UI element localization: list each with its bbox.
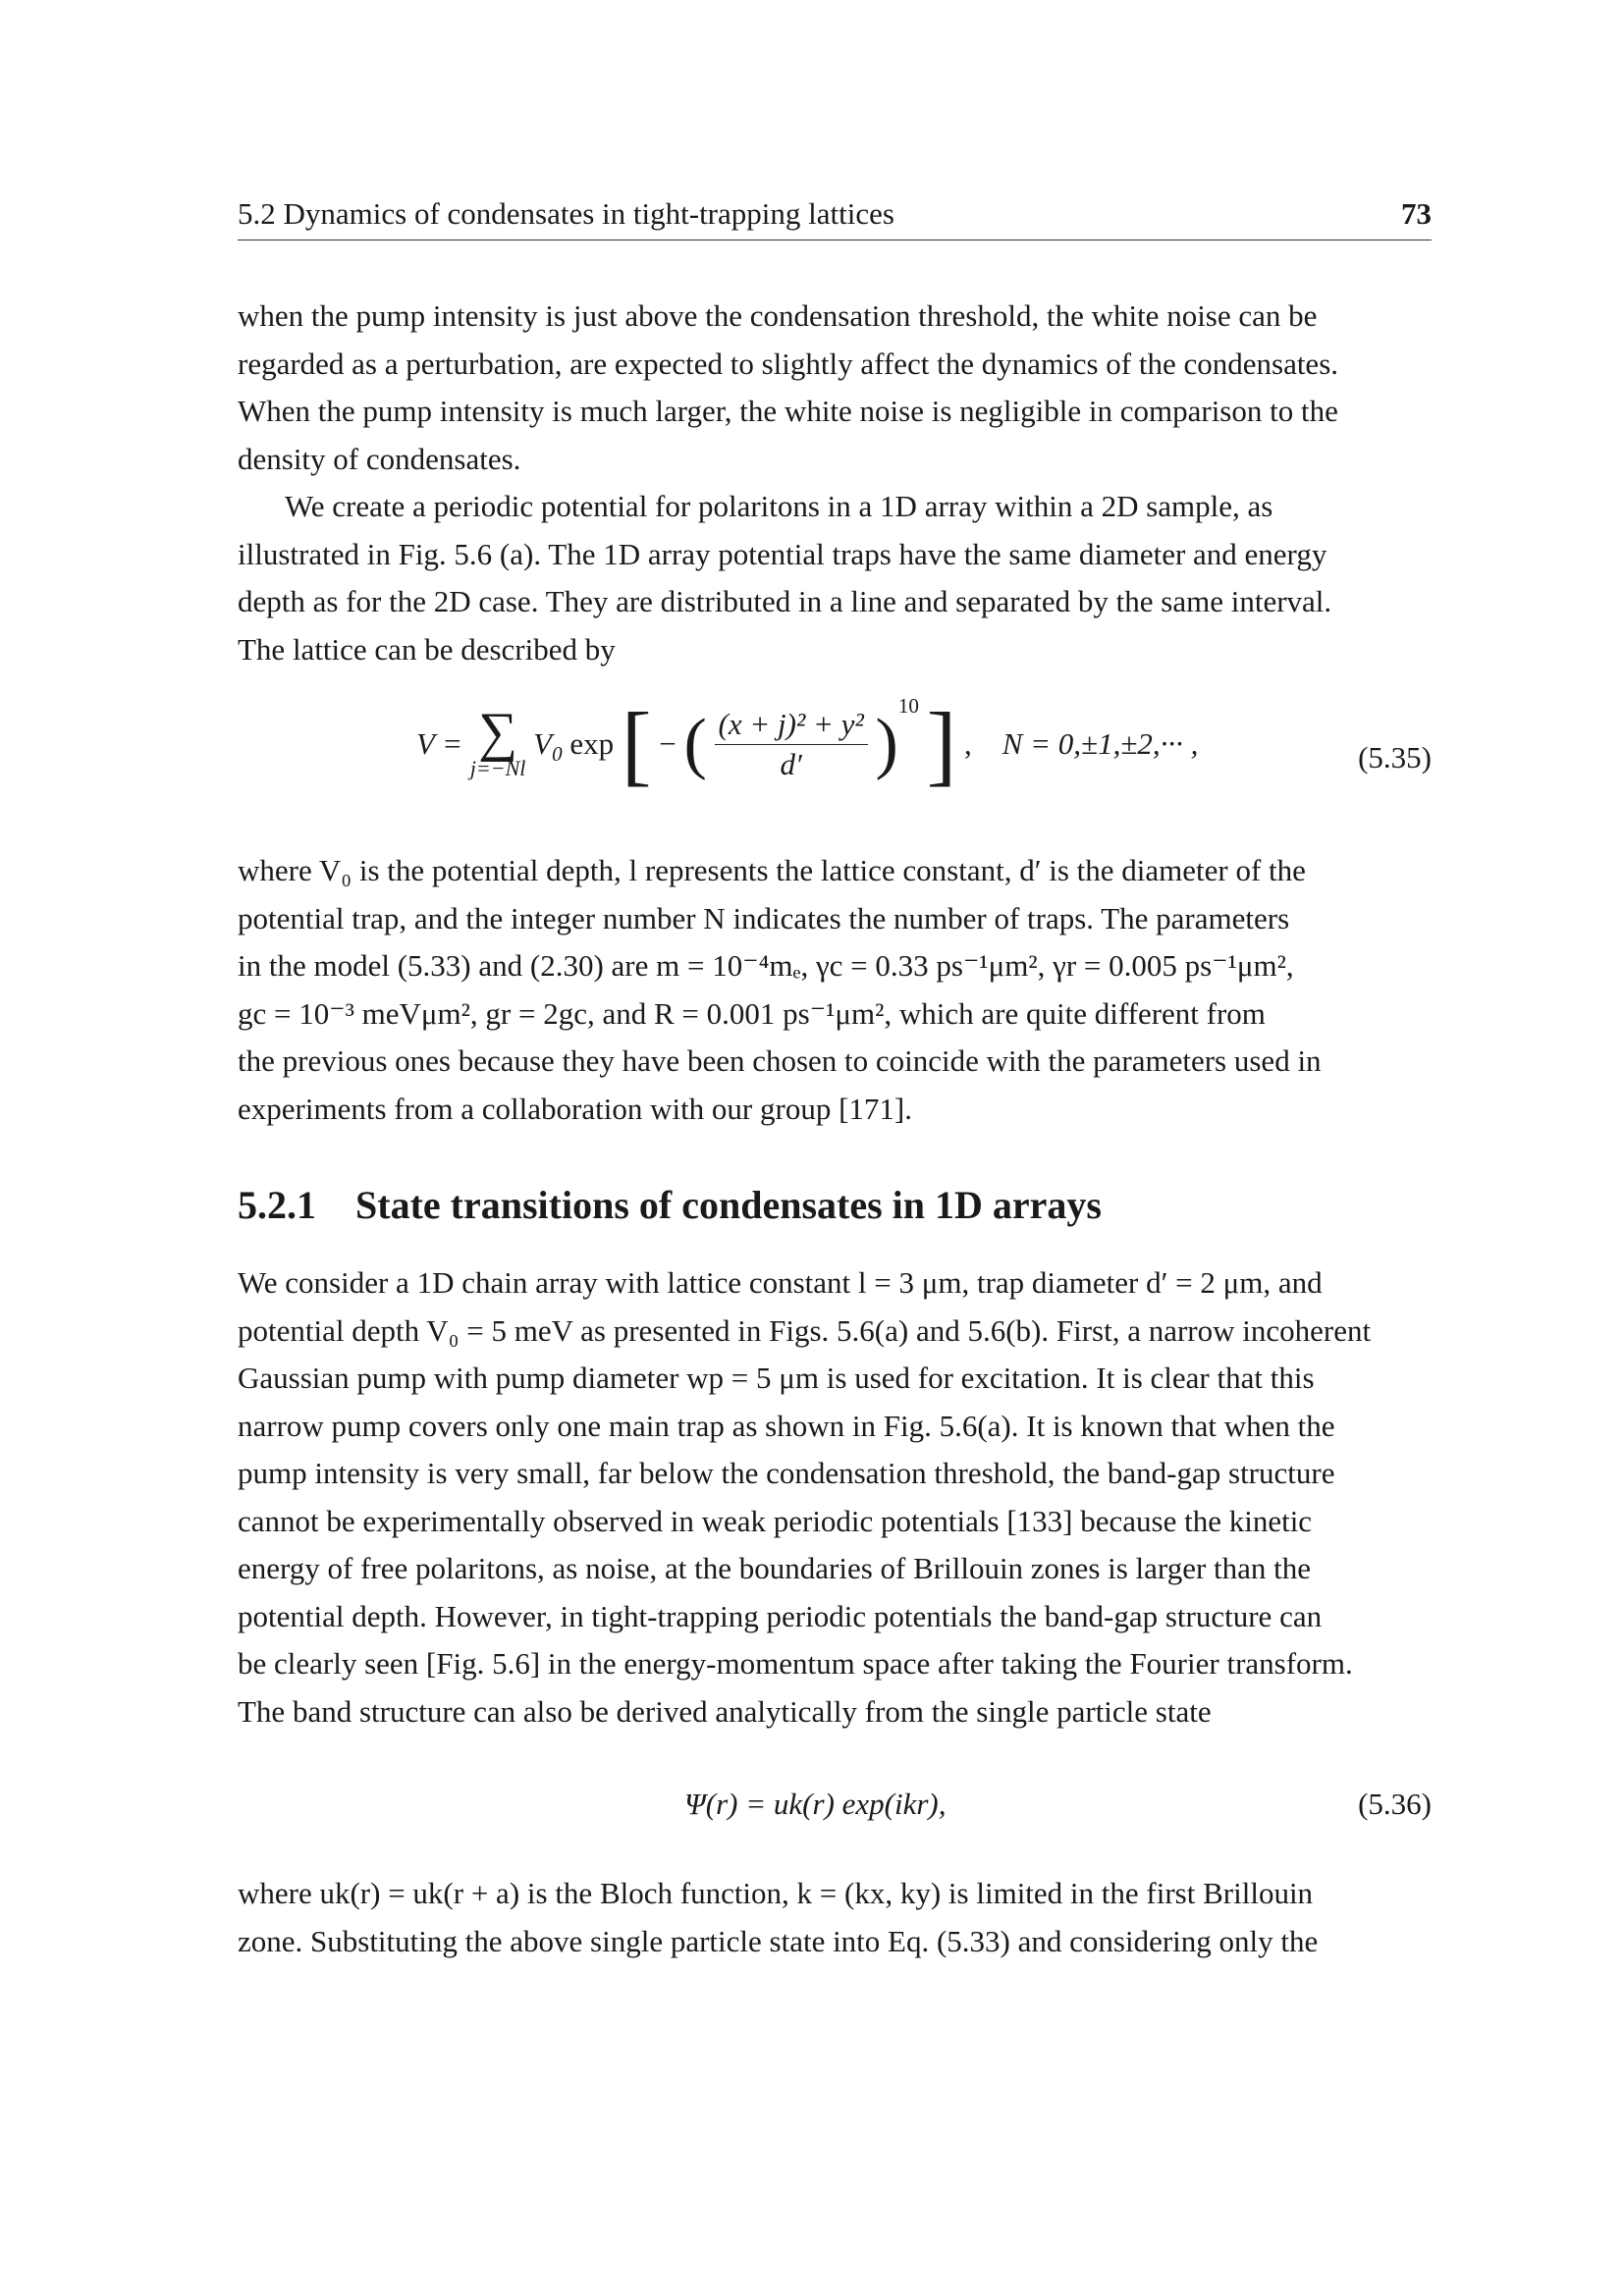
text-line: in the model (5.33) and (2.30) are m = 10⁻⁴mₑ, γc = 0.33 ps⁻¹μm², γr = 0.005 ps⁻¹μm², <box>238 948 1294 983</box>
page-header <box>238 196 1432 240</box>
equation-body: Ψ(r) = uk(r) exp(ikr), <box>684 1787 947 1821</box>
potential-depth-symbol: $V_0$ <box>533 726 563 767</box>
fraction <box>715 707 868 782</box>
eq-condition: N = 0,±1,±2,··· , <box>1001 726 1199 761</box>
text-line: regarded as a perturbation, are expected to slightly affect the dynamics of the condensates. <box>238 346 1339 381</box>
text-line: narrow pump covers only one main trap as shown in Fig. 5.6(a). It is known that when the <box>238 1408 1335 1443</box>
text-line: the previous ones because they have been chosen to coincide with the parameters used in <box>238 1043 1322 1078</box>
text-line: where uk(r) = uk(r + a) is the Bloch function, k = (kx, ky) is limited in the first Brillouin <box>238 1876 1314 1910</box>
text-line: cannot be experimentally observed in weak periodic potentials [133] because the kinetic <box>238 1503 1313 1538</box>
text-line: zone. Substituting the above single particle state into Eq. (5.33) and considering only the <box>238 1923 1319 1958</box>
text-line: pump intensity is very small, far below the condensation threshold, the band-gap structure <box>238 1456 1335 1490</box>
equation-number: (5.35) <box>1358 740 1432 774</box>
section-heading <box>238 1182 1102 1228</box>
text-line: when the pump intensity is just above the condensation threshold, the white noise can be <box>238 298 1318 333</box>
running-title: 5.2 Dynamics of condensates in tight-trapping lattices <box>238 196 894 231</box>
summation <box>469 702 526 780</box>
equation-body: V = ∑ j=−Nl $V_0$ exp [ − ( $\frac{\text{(x + j)² + y²}}{d'}$ )$^{10}$ ] , N = 0,±1,±2,··· , <box>416 693 1199 794</box>
left-paren: ( <box>683 706 707 781</box>
section-number: 5.2.1 <box>238 1183 316 1227</box>
text-line: energy of free polaritons, as noise, at the boundaries of Brillouin zones is larger than the <box>238 1551 1312 1585</box>
left-bracket: [ <box>621 694 652 794</box>
exp-function: exp <box>569 726 615 761</box>
equation-number: (5.36) <box>1358 1787 1432 1821</box>
text-line: where V₀ is the potential depth, l represents the lattice constant, d′ is the diameter of the <box>238 853 1306 887</box>
sum-lower-limit: j=−Nl <box>469 756 526 780</box>
text-line: density of condensates. <box>238 441 521 476</box>
text-line: Gaussian pump with pump diameter wp = 5 μm is used for excitation. It is clear that this <box>238 1361 1315 1395</box>
exponent: 10 <box>897 693 919 718</box>
text-line: potential depth. However, in tight-trapping periodic potentials the band-gap structure can <box>238 1598 1323 1633</box>
sum-symbol: ∑ <box>478 702 518 763</box>
text-line: potential depth V₀ = 5 meV as presented in Figs. 5.6(a) and 5.6(b). First, a narrow incoherent <box>238 1312 1372 1348</box>
text-line: potential trap, and the integer number N indicates the number of traps. The parameters <box>238 900 1290 935</box>
text-line: depth as for the 2D case. They are distributed in a line and separated by the same interval. <box>238 584 1332 618</box>
paragraph-bloch <box>238 1870 1432 1965</box>
text-line: We create a periodic potential for polaritons in a 1D array within a 2D sample, as <box>285 489 1273 523</box>
minus-sign: − <box>659 726 677 761</box>
eq-lhs: V = <box>416 726 463 761</box>
paragraph-1d-array <box>238 1259 1432 1735</box>
paragraph-lattice-intro <box>238 483 1432 673</box>
right-paren: ) <box>875 706 898 781</box>
page-number: 73 <box>1401 196 1432 231</box>
text-line: The band structure can also be derived analytically from the single particle state <box>238 1693 1212 1729</box>
text-line: experiments from a collaboration with our group [171]. <box>238 1091 912 1126</box>
text-line: We consider a 1D chain array with lattice constant l = 3 μm, trap diameter d′ = 2 μm, and <box>238 1265 1323 1300</box>
equation-5-35 <box>238 693 1432 817</box>
text-line: gc = 10⁻³ meVμm², gr = 2gc, and R = 0.001 ps⁻¹μm², which are quite different from <box>238 995 1266 1031</box>
text-line: When the pump intensity is much larger, the white noise is negligible in comparison to the <box>238 394 1338 428</box>
text-line: be clearly seen [Fig. 5.6] in the energy-momentum space after taking the Fourier transform. <box>238 1646 1353 1681</box>
text-line: illustrated in Fig. 5.6 (a). The 1D array potential traps have the same diameter and energy <box>238 536 1327 571</box>
paragraph-parameters <box>238 847 1432 1133</box>
text-line: The lattice can be described by <box>238 631 616 667</box>
section-title: State transitions of condensates in 1D arrays <box>355 1183 1102 1227</box>
right-bracket: ] <box>926 694 957 794</box>
denominator: d′ <box>780 746 802 781</box>
equation-5-36 <box>238 1787 1432 1836</box>
paragraph-continuation <box>238 293 1432 483</box>
numerator: (x + j)² + y² <box>715 707 868 745</box>
